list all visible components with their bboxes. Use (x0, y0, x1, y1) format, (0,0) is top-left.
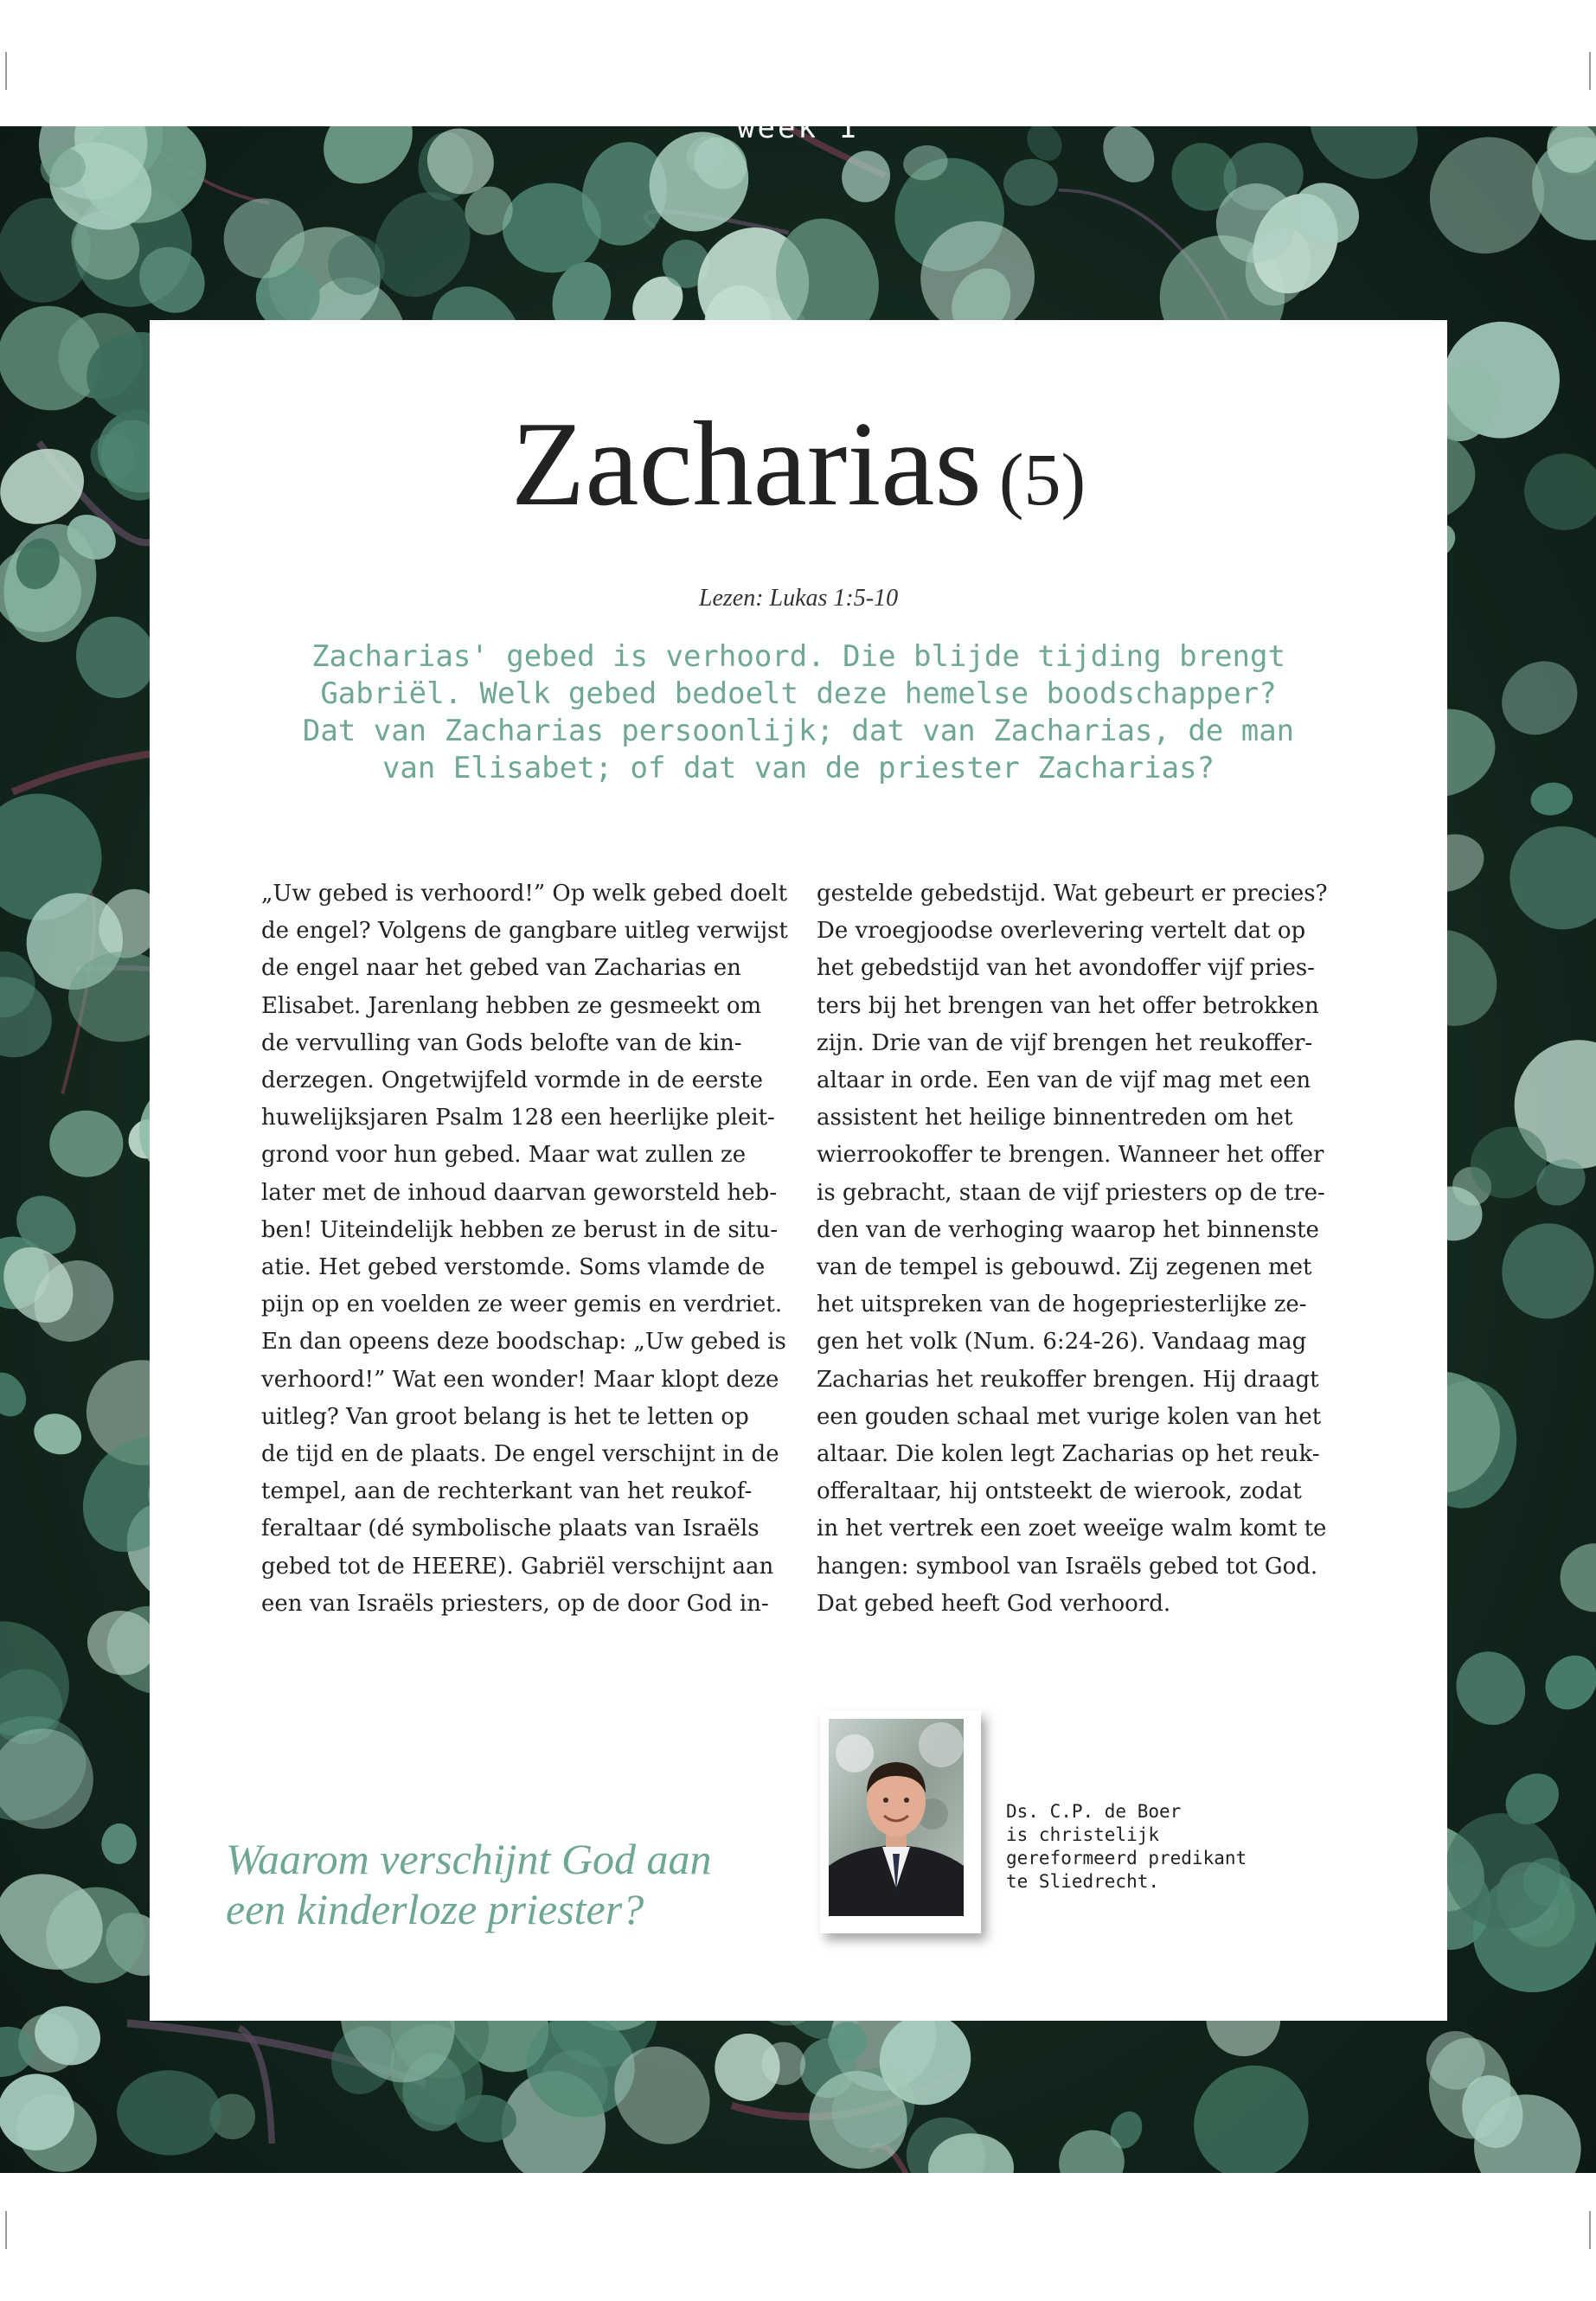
body-line: ters bij het brengen van het offer betrokken (817, 992, 1319, 1019)
body-line: assistent het heilige binnentreden om het (817, 1105, 1293, 1131)
body-line: „Uw gebed is verhoord!” Op welk gebed doelt (261, 881, 788, 907)
eucalyptus-leaf (1487, 646, 1593, 750)
eucalyptus-leaf (1529, 780, 1575, 818)
eucalyptus-leaf (1495, 1216, 1596, 1326)
body-line: zijn. Drie van de vijf brengen het reukoffer- (817, 1029, 1313, 1056)
eucalyptus-leaf (115, 2068, 222, 2157)
title-number: (5) (998, 438, 1086, 521)
eucalyptus-leaf (1504, 820, 1596, 935)
body-line: de engel? Volgens de gangbare uitleg verwijst (261, 918, 788, 945)
body-line: derzegen. Ongetwijfeld vormde in de eerste (261, 1067, 763, 1094)
body-line: een gouden schaal met vurige kolen van het (817, 1403, 1322, 1430)
question-line: Waarom verschijnt God aan (226, 1835, 712, 1883)
body-line: Elisabet. Jarenlang hebben ze gesmeekt om (261, 992, 762, 1019)
body-line: een van Israëls priesters, op de door God in- (261, 1590, 769, 1617)
body-line: het uitspreken van de hogepriesterlijke ze- (817, 1292, 1307, 1318)
crop-mark-bottom-right (1589, 2211, 1591, 2249)
crop-mark-top-left (5, 52, 7, 90)
eucalyptus-leaf (0, 1365, 35, 1425)
body-line: verhoord!” Wat een wonder! Maar klopt deze (261, 1366, 779, 1393)
eucalyptus-leaf (0, 1722, 99, 1836)
body-line: de vervulling van Gods belofte van de kin- (261, 1029, 742, 1056)
body-line: Dat gebed heeft God verhoord. (817, 1590, 1171, 1617)
body-line: tempel, aan de rechterkant van het reukof- (261, 1478, 753, 1505)
body-line: de tijd en de plaats. De engel verschijnt in de (261, 1441, 779, 1468)
eucalyptus-leaf (28, 1407, 87, 1461)
article-card (150, 320, 1447, 2021)
pull-question (226, 1834, 849, 1934)
body-line: in het vertrek een zoet weeïge walm komt te (817, 1516, 1327, 1542)
body-line: atie. Het gebed verstomde. Soms vlamde de (261, 1254, 766, 1281)
body-column-right (817, 875, 1344, 1623)
body-line: Zacharias het reukoffer brengen. Hij draagt (817, 1366, 1319, 1393)
author-portrait-image (829, 1719, 964, 1916)
bio-line: te Sliedrecht. (1006, 1871, 1160, 1892)
body-line: hangen: symbool van Israëls gebed tot God. (817, 1553, 1318, 1580)
body-column-left (261, 875, 789, 1623)
crop-mark-bottom-left (5, 2211, 7, 2249)
body-line: gen het volk (Num. 6:24-26). Vandaag mag (817, 1329, 1307, 1356)
eucalyptus-leaf (49, 1111, 123, 1177)
intro-line: van Elisabet; of dat van de priester Zacharias? (381, 751, 1215, 785)
body-line: wierrookoffer te brengen. Wanneer het offer (817, 1142, 1324, 1169)
author-bio (1006, 1800, 1300, 1894)
eucalyptus-leaf (1170, 2042, 1331, 2173)
crop-mark-top-right (1589, 52, 1591, 90)
body-line: offeraltaar, hij ontsteekt de wierook, zodat (817, 1478, 1302, 1505)
body-line: is gebracht, staan de vijf priesters op de tre- (817, 1179, 1325, 1206)
body-line: grond voor hun gebed. Maar wat zullen ze (261, 1142, 747, 1169)
body-line: altaar in orde. Een van de vijf mag met een (817, 1067, 1311, 1094)
eucalyptus-leaf (1445, 1640, 1537, 1735)
body-line: den van de verhoging waarop het binnenste (817, 1216, 1319, 1243)
intro-line: Gabriël. Welk gebed bedoelt deze hemelse boodschapper? (320, 676, 1277, 711)
week-label: week 1 (737, 111, 859, 145)
eucalyptus-leaf (1554, 1537, 1596, 1618)
bio-line: gereformeerd predikant (1006, 1848, 1247, 1868)
body-line: later met de inhoud daarvan geworsteld heb- (261, 1179, 778, 1206)
body-line: huwelijksjaren Psalm 128 een heerlijke pleit- (261, 1105, 775, 1131)
body-line: de engel naar het gebed van Zacharias en (261, 955, 741, 982)
body-line: En dan opeens deze boodschap: „Uw gebed is (261, 1329, 786, 1356)
title-text: Zacharias (510, 397, 982, 531)
bio-line: is christelijk (1006, 1824, 1160, 1845)
intro-line: Zacharias' gebed is verhoord. Die blijde tijding brengt (311, 639, 1285, 674)
eucalyptus-leaf (1518, 447, 1596, 536)
body-line: De vroegjoodse overlevering vertelt dat op (817, 918, 1306, 945)
body-line: uitleg? Van groot belang is het te letten op (261, 1403, 749, 1430)
body-line: het gebedstijd van het avondoffer vijf pries- (817, 955, 1315, 982)
intro-lead (253, 638, 1343, 787)
question-line: een kinderloze priester? (226, 1885, 644, 1933)
body-line: altaar. Die kolen legt Zacharias op het reuk- (817, 1441, 1320, 1468)
body-line: feraltaar (dé symbolische plaats van Israëls (261, 1516, 760, 1542)
reading-reference: Lezen: Lukas 1:5-10 (698, 585, 899, 612)
body-line: pijn op en voelden ze weer gemis en verdriet. (261, 1292, 783, 1318)
body-line: van de tempel is gebouwd. Zij zegenen met (817, 1254, 1312, 1281)
author-photo (820, 1710, 981, 1933)
eucalyptus-leaf (99, 1822, 138, 1865)
body-line: gestelde gebedstijd. Wat gebeurt er precies? (817, 881, 1328, 907)
intro-line: Dat van Zacharias persoonlijk; dat van Zacharias, de man (302, 714, 1295, 748)
eucalyptus-leaf (1001, 156, 1061, 209)
eucalyptus-leaf (1535, 1645, 1596, 1720)
bio-line: Ds. C.P. de Boer (1006, 1801, 1182, 1822)
body-line: gebed tot de HEERE). Gabriël verschijnt aan (261, 1553, 774, 1580)
body-line: ben! Uiteindelijk hebben ze berust in de situ- (261, 1216, 779, 1243)
article-title (150, 397, 1447, 531)
